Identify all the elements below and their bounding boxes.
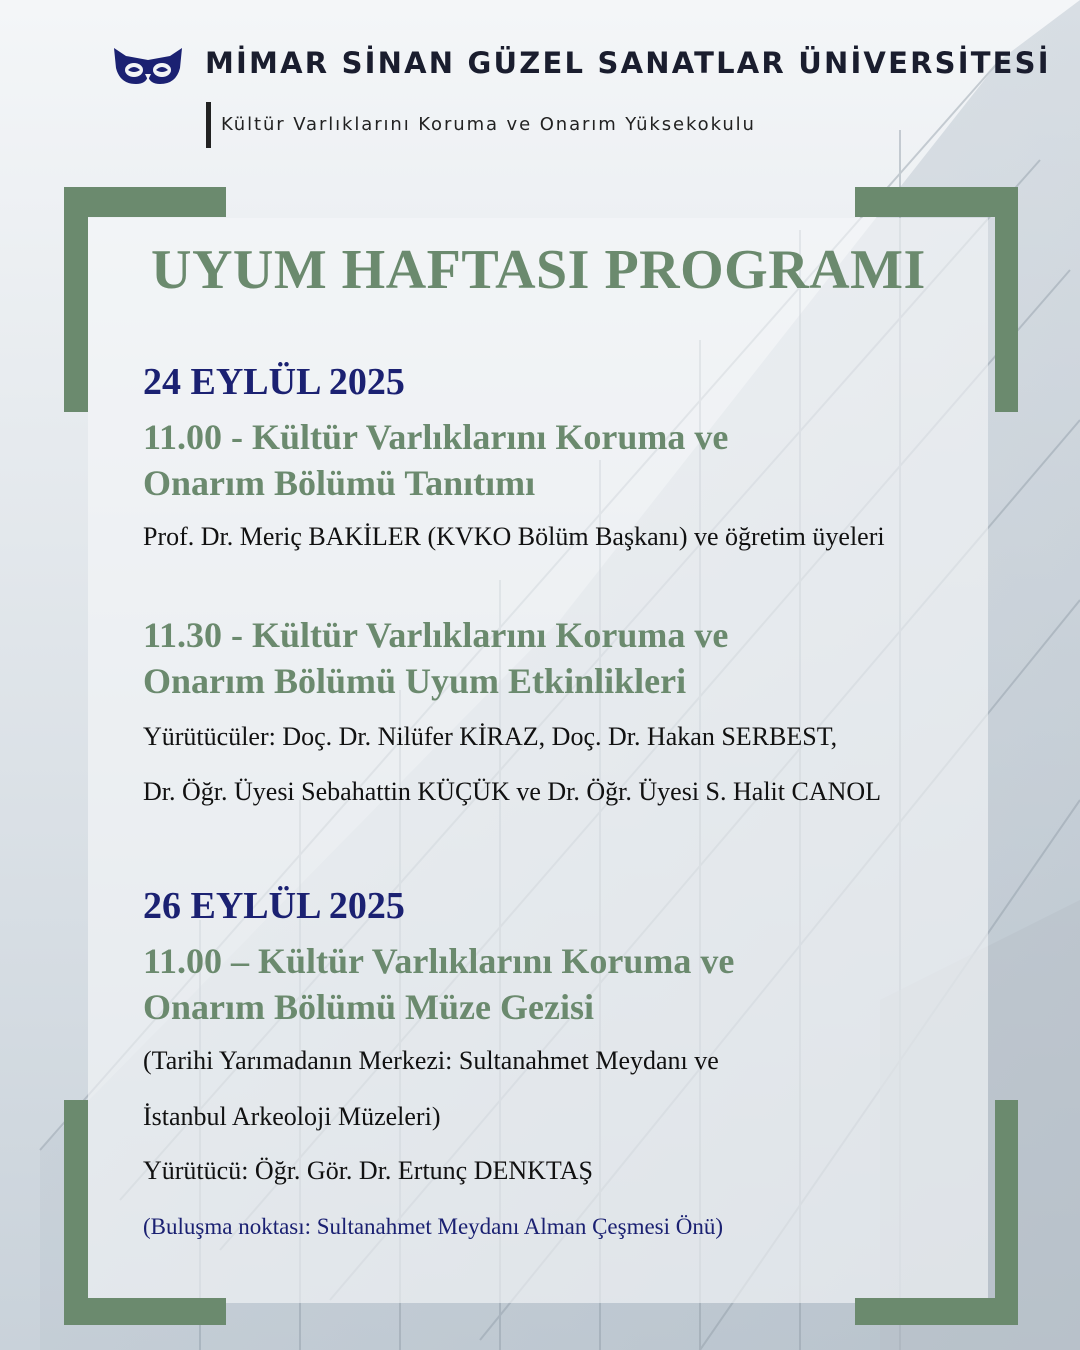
meeting-point-note: (Buluşma noktası: Sultanahmet Meydanı Alman Çeşmesi Önü): [143, 1214, 724, 1239]
frame-corner-bottom-left-v: [64, 1100, 88, 1325]
owl-logo-icon: [112, 44, 184, 88]
event-detail-line: İstanbul Arkeoloji Müzeleri): [143, 1102, 441, 1131]
day-date: 24 EYLÜL 2025: [143, 361, 405, 403]
event-detail-line: Prof. Dr. Meriç BAKİLER (KVKO Bölüm Başkanı) ve öğretim üyeleri: [143, 522, 885, 551]
frame-corner-top-right-v: [995, 187, 1018, 412]
frame-corner-bottom-left-h: [64, 1298, 226, 1325]
day-date: 26 EYLÜL 2025: [143, 885, 405, 927]
event-detail-line: (Tarihi Yarımadanın Merkezi: Sultanahmet Meydanı ve: [143, 1046, 719, 1075]
header-divider: [206, 102, 211, 148]
event-detail-line: Dr. Öğr. Üyesi Sebahattin KÜÇÜK ve Dr. Öğr. Üyesi S. Halit CANOL: [143, 777, 882, 806]
event-title-line1: 11.00 – Kültür Varlıklarını Koruma ve: [143, 941, 735, 981]
frame-corner-bottom-right-h: [855, 1298, 1018, 1325]
event-detail-line: Yürütücü: Öğr. Gör. Dr. Ertunç DENKTAŞ: [143, 1156, 593, 1185]
school-name: Kültür Varlıklarını Koruma ve Onarım Yüksekokulu: [221, 114, 756, 135]
frame-corner-bottom-right-v: [995, 1100, 1018, 1325]
program-title: UYUM HAFTASI PROGRAMI: [151, 239, 926, 301]
event-title-line2: Onarım Bölümü Uyum Etkinlikleri: [143, 661, 687, 701]
event-title-line1: 11.30 - Kültür Varlıklarını Koruma ve: [143, 615, 729, 655]
event-detail-line: Yürütücüler: Doç. Dr. Nilüfer KİRAZ, Doç. Dr. Hakan SERBEST,: [143, 722, 838, 751]
university-name: MİMAR SİNAN GÜZEL SANATLAR ÜNİVERSİTESİ: [205, 46, 1051, 80]
frame-corner-top-right-h: [855, 187, 1018, 217]
frame-corner-top-left-h: [64, 187, 226, 217]
event-title-line2: Onarım Bölümü Tanıtımı: [143, 463, 536, 503]
event-title-line1: 11.00 - Kültür Varlıklarını Koruma ve: [143, 417, 729, 457]
frame-corner-top-left-v: [64, 187, 88, 412]
event-title-line2: Onarım Bölümü Müze Gezisi: [143, 987, 594, 1027]
